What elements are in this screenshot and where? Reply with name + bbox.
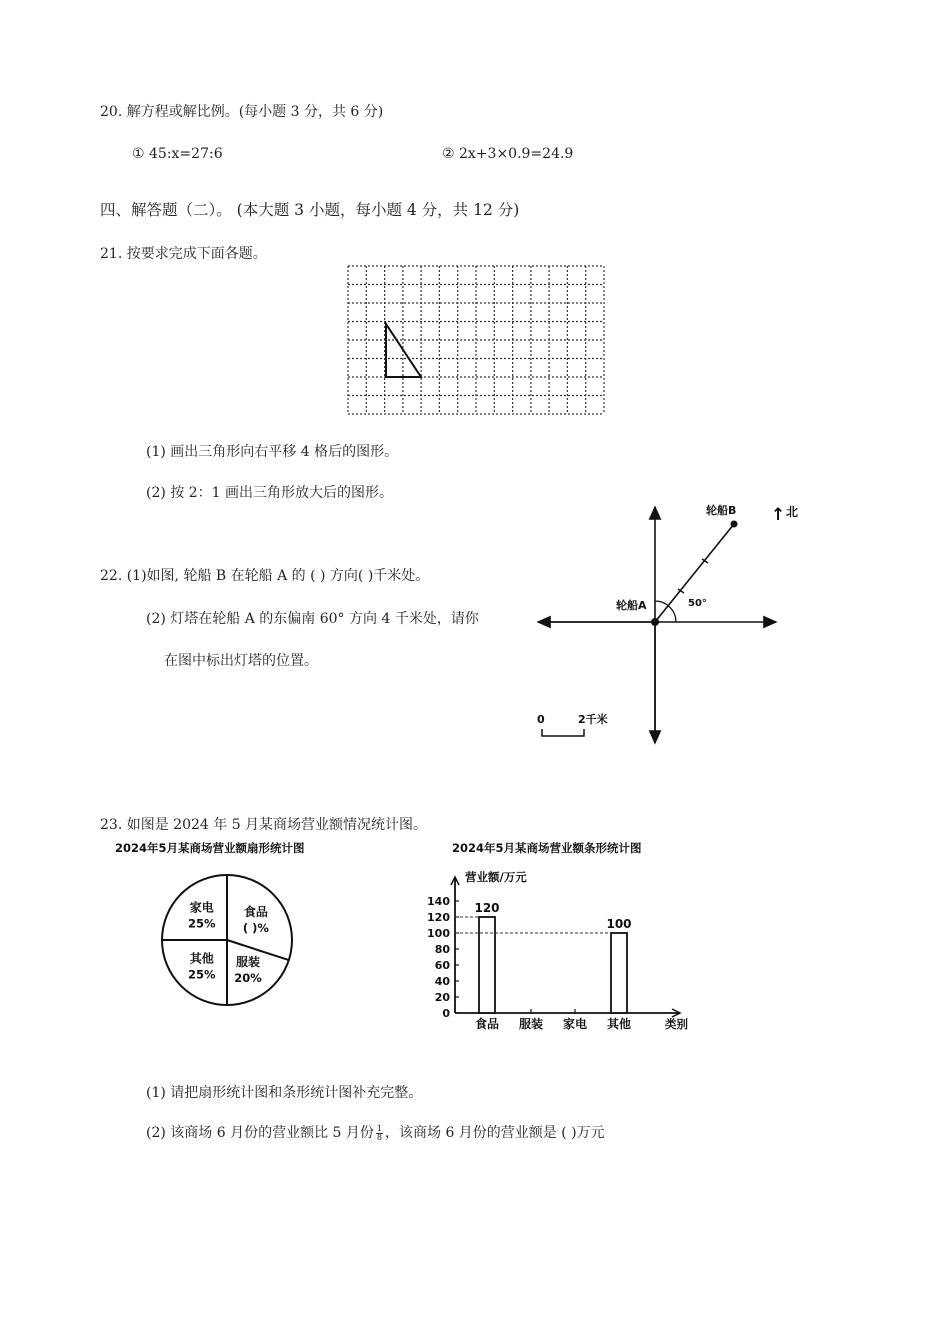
north-arrow-icon: ↑	[771, 505, 786, 525]
q23-part-2-after: ，该商场 6 月份的营业额是 ( )万元	[385, 1125, 605, 1141]
pie-slice-value: ( )%	[242, 920, 269, 935]
bar-y-tick-label: 120	[427, 911, 450, 924]
pie-chart	[110, 835, 310, 1035]
q21-part-2: (2) 按 2：1 画出三角形放大后的图形。	[146, 485, 393, 501]
bar-y-tick-label: 100	[427, 927, 450, 940]
bar-chart-xlabel: 类别	[665, 1017, 688, 1031]
bar-x-tick-label: 食品	[474, 1017, 500, 1031]
pie-slice-label: 其他	[189, 951, 214, 966]
q21-title: 21. 按要求完成下面各题。	[100, 246, 267, 262]
ship-a-point	[651, 618, 659, 626]
q21-part-1: (1) 画出三角形向右平移 4 格后的图形。	[146, 444, 399, 460]
ship-b-point	[731, 521, 738, 528]
pie-slice-value: 25%	[187, 916, 216, 931]
bar-chart-ylabel: 营业额/万元	[465, 870, 527, 884]
bar-y-tick-label: 60	[434, 959, 450, 972]
bar-y-tick-label: 140	[427, 895, 450, 908]
pie-slice-value: 20%	[234, 970, 262, 985]
pie-slice-label: 家电	[189, 900, 214, 915]
q20-title: 20. 解方程或解比例。(每小题 3 分，共 6 分)	[100, 104, 384, 120]
fraction-one-eighth	[376, 1125, 383, 1142]
dotted-grid-figure	[348, 266, 604, 416]
bar-y-tick-label: 0	[442, 1007, 450, 1020]
scale-bar	[542, 729, 584, 736]
pie-slice-value: 25%	[187, 967, 216, 982]
bar-chart	[415, 835, 705, 1035]
pie-chart-title: 2024年5月某商场营业额扇形统计图	[115, 841, 305, 855]
direction-diagram	[530, 495, 820, 750]
bar-value-label: 120	[474, 901, 500, 915]
bar-x-tick-label: 服装	[518, 1017, 544, 1031]
bar-chart-title: 2024年5月某商场营业额条形统计图	[452, 841, 642, 855]
scale-zero-label: 0	[537, 713, 545, 726]
bar-x-tick-label: 家电	[562, 1017, 588, 1031]
ship-b-label: 轮船B	[706, 504, 737, 517]
q20-equation-1: ① 45:x=27:6	[132, 146, 223, 162]
north-label: 北	[786, 505, 799, 519]
fraction-numerator: 1	[376, 1123, 382, 1133]
pie-slice-label: 服装	[236, 954, 261, 969]
bar-y-tick-label: 20	[434, 991, 450, 1004]
bar-x-tick-label: 其他	[606, 1017, 632, 1031]
q23-title: 23. 如图是 2024 年 5 月某商场营业额情况统计图。	[100, 817, 428, 833]
section4-title: 四、解答题（二）。 (本大题 3 小题，每小题 4 分，共 12 分)	[100, 201, 520, 219]
scale-distance-label: 2千米	[578, 713, 608, 726]
q22-part-3: 在图中标出灯塔的位置。	[164, 653, 318, 669]
bar-value-label: 100	[606, 917, 632, 931]
fraction-denominator: 8	[376, 1132, 382, 1142]
q23-part-2	[146, 1120, 605, 1146]
q23-part-2-before: (2) 该商场 6 月份的营业额比 5 月份	[146, 1125, 374, 1141]
q22-part-2: (2) 灯塔在轮船 A 的东偏南 60° 方向 4 千米处，请你	[146, 611, 479, 627]
bar	[479, 917, 495, 1013]
ship-a-label: 轮船A	[616, 599, 647, 612]
bar-y-tick-label: 80	[434, 943, 450, 956]
q22-part-1: 22. (1)如图, 轮船 B 在轮船 A 的 ( ) 方向( )千米处。	[100, 568, 430, 584]
angle-label: 50°	[688, 598, 707, 609]
q20-equation-2: ② 2x+3×0.9=24.9	[442, 146, 574, 162]
pie-slice-label: 食品	[243, 904, 268, 919]
bar	[611, 933, 627, 1013]
q23-part-1: (1) 请把扇形统计图和条形统计图补充完整。	[146, 1085, 423, 1101]
bar-y-tick-label: 40	[434, 975, 450, 988]
